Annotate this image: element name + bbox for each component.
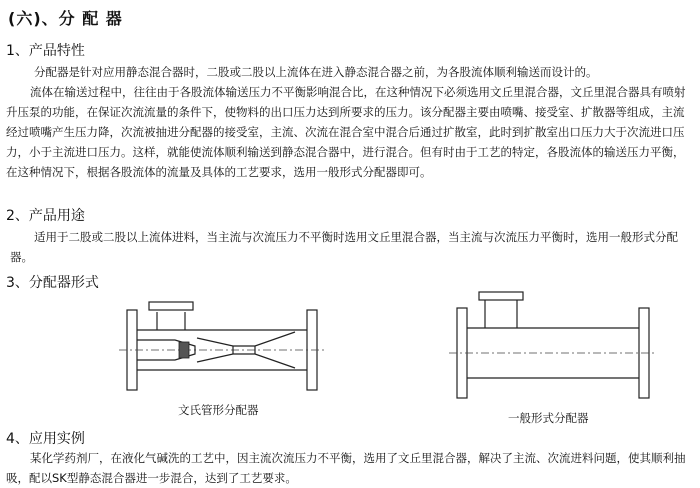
section-4-heading: 4、应用实例: [6, 431, 85, 447]
section-3-heading: 3、分配器形式: [6, 275, 99, 291]
section-1-paragraph-2: 流体在输送过程中，往往由于各股流体输送压力不平衡影响混合比，在这种情况下必须选用文丘里混合器，文丘里混合器具有喷射升压泵的功能，在保证次流流量的条件下，使物料的出口压力达到所要求的压力。该分配器主要由喷嘴、接受室、扩散器等组成，主流经过喷嘴产生压力降，次流被抽进分配器的接受室，主流、次流在混合室中混合后通过扩散室，此时到扩散室出口压力大于次流进口压力，小于主流进口压力。这样，就能使流体顺利输送到静态混合器中，进行混合。但有时由于工艺的特定，各股流体的输送压力平衡，在这种情况下，根据各股流体的流量及具体的工艺要求，选用一般形式分配器即可。: [6, 85, 686, 179]
section-1-paragraph-1: 分配器是针对应用静态混合器时，二股或二股以上流体在进入静态混合器之前，为各股流体顺利输送而设计的。: [34, 65, 598, 79]
venturi-distributor-figure: [115, 290, 340, 400]
venturi-figure-caption: 文氏管形分配器: [178, 403, 259, 417]
top-branch-flange: [479, 292, 523, 300]
section-4-paragraph: 某化学药剂厂，在液化气碱洗的工艺中，因主流次流压力不平衡，选用了文丘里混合器，解决了主流、次流进料问题，使其顺利抽吸，配以SK型静态混合器进一步混合，达到了工艺要求。: [6, 451, 686, 485]
section-1-heading: 1、产品特性: [6, 43, 85, 59]
section-2-paragraph: 适用于二股或二股以上流体进料，当主流与次流压力不平衡时选用文丘里混合器，当主流与次流压力平衡时，选用一般形式分配器。: [10, 230, 678, 264]
page-title: (六)、分 配 器: [8, 9, 123, 28]
general-distributor-figure: [445, 282, 660, 407]
general-figure-caption: 一般形式分配器: [508, 411, 589, 425]
top-branch-flange: [149, 302, 193, 310]
section-2-heading: 2、产品用途: [6, 208, 85, 224]
